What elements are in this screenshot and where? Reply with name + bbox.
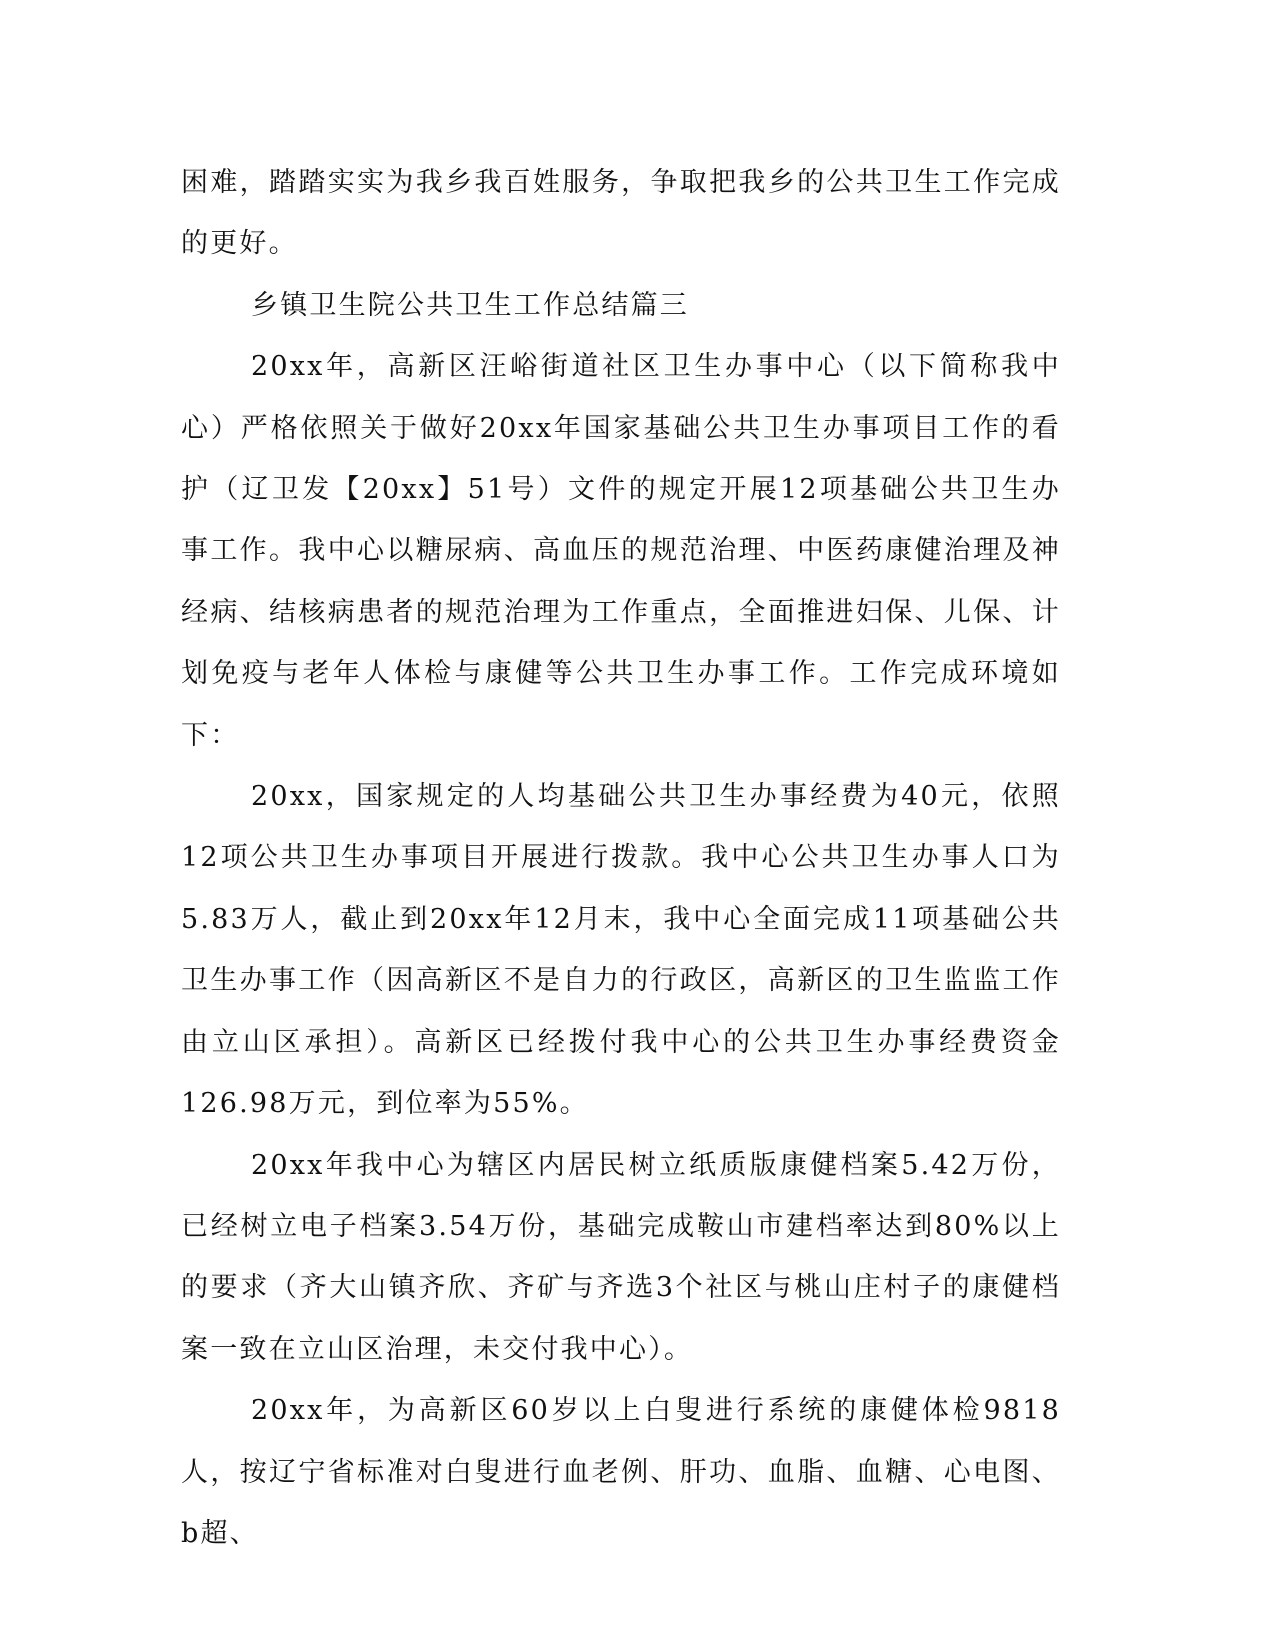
paragraph-4: 20xx年我中心为辖区内居民树立纸质版康健档案5.42万份，已经树立电子档案3.54万份，基础完成鞍山市建档率达到80%以上的要求（齐大山镇齐欣、齐矿与齐选3个社区与桃山庄村子的康健档案一致在立山区治理，未交付我中心）。 bbox=[181, 1149, 1061, 1365]
paragraph-1: 困难，踏踏实实为我乡我百姓服务，争取把我乡的公共卫生工作完成的更好。 bbox=[181, 167, 1061, 260]
paragraph-3: 20xx，国家规定的人均基础公共卫生办事经费为40元，依照12项公共卫生办事项目开展进行拨款。我中心公共卫生办事人口为5.83万人，截止到20xx年12月末，我中心全面完成11项基础公共卫生办事工作（因高新区不是自力的行政区，高新区的卫生监监工作由立山区承担）。高新区已经拨付我中心的公共卫生办事经费资金126.98万元，到位率为55%。 bbox=[181, 781, 1061, 1120]
paragraph-5: 20xx年，为高新区60岁以上白叟进行系统的康健体检9818人，按辽宁省标准对白叟进行血老例、肝功、血脂、血糖、心电图、b超、 bbox=[181, 1395, 1061, 1549]
document-page bbox=[181, 152, 1061, 1564]
paragraph-2: 20xx年，高新区汪峪街道社区卫生办事中心（以下简称我中心）严格依照关于做好20xx年国家基础公共卫生办事项目工作的看护（辽卫发【20xx】51号）文件的规定开展12项基础公共卫生办事工作。我中心以糖尿病、高血压的规范治理、中医药康健治理及神经病、结核病患者的规范治理为工作重点，全面推进妇保、儿保、计划免疫与老年人体检与康健等公共卫生办事工作。工作完成环境如下： bbox=[181, 351, 1061, 751]
section-heading: 乡镇卫生院公共卫生工作总结篇三 bbox=[251, 289, 689, 321]
